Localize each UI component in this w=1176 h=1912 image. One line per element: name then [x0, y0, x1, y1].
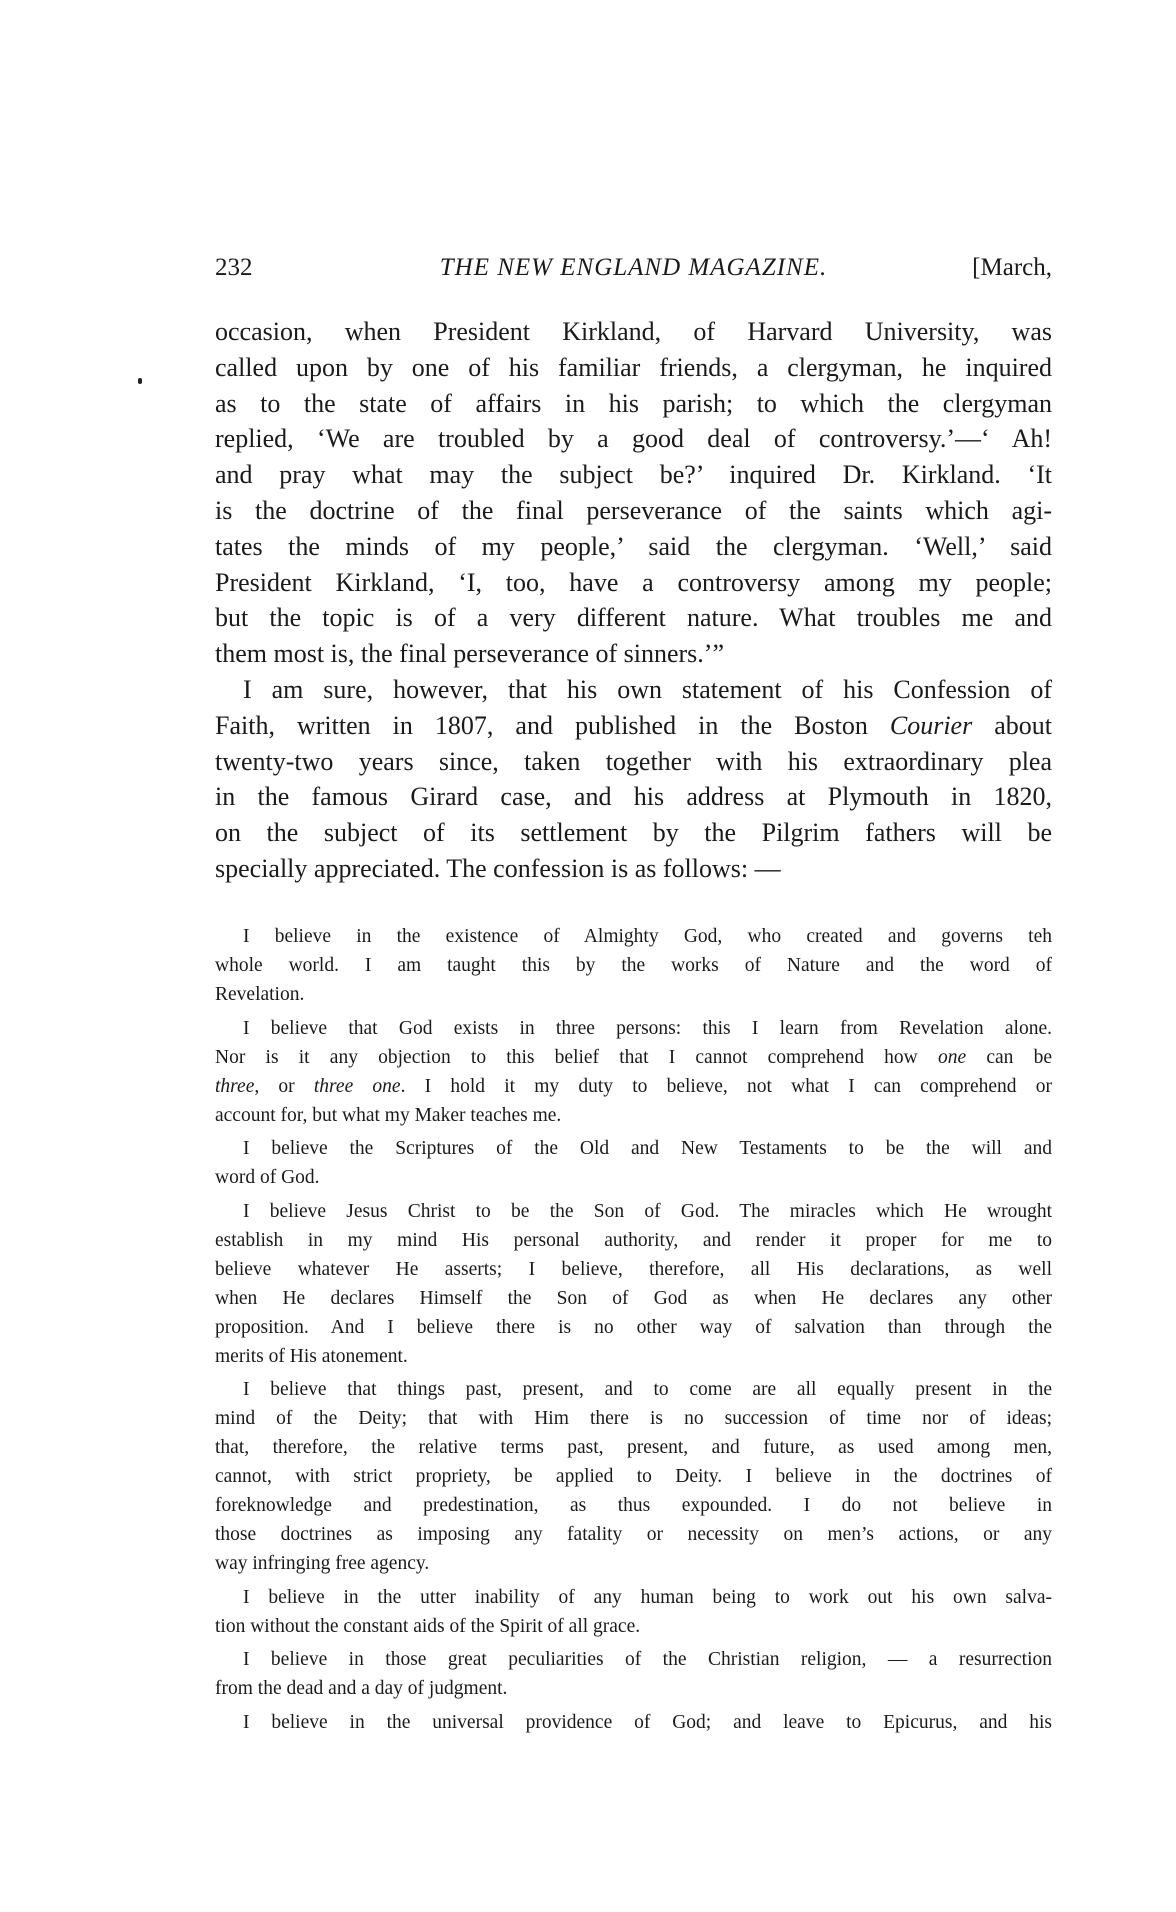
text-line: occasion, when President Kirkland, of Harvard University, was [215, 317, 1052, 346]
paragraph [215, 1645, 1052, 1703]
text-line: President Kirkland, ‘I, too, have a controversy among my people; [215, 567, 1052, 597]
text-line: I am sure, however, that his own statement of his Confession of [243, 674, 1052, 704]
italic-text: three one [313, 1075, 401, 1097]
paragraph [215, 1134, 1052, 1192]
text-line: tates the minds of my people,’ said the clergyman. ‘Well,’ said [215, 531, 1052, 561]
text-line: on the subject of its settlement by the Pilgrim fathers will be [215, 818, 1052, 848]
text-segment: can be [966, 1046, 1053, 1068]
italic-text: three [215, 1075, 255, 1097]
page-number: 232 [215, 254, 253, 281]
paragraph [215, 922, 1052, 1009]
paragraph [215, 1583, 1052, 1641]
text-line: specially appreciated. The confession is as follows: — [215, 853, 781, 883]
text-line: called upon by one of his familiar friends, a clergyman, he inquired [215, 352, 1052, 382]
paragraph [215, 1014, 1052, 1130]
text-line: I believe in the utter inability of any human being to work out his own salva- [243, 1586, 1052, 1608]
text-line [215, 1072, 1052, 1101]
running-header [215, 254, 1052, 290]
paragraph [215, 314, 1052, 672]
text-line: cannot, with strict propriety, be applied to Deity. I believe in the doctrines of [215, 1466, 1052, 1487]
text-line: I believe in the universal providence of God; and leave to Epicurus, and his [243, 1711, 1052, 1733]
magazine-title: THE NEW ENGLAND MAGAZINE. [439, 254, 828, 281]
text-line: that, therefore, the relative terms past, present, and future, as used among men, [215, 1437, 1052, 1458]
text-line: mind of the Deity; that with Him there is no succession of time nor of ideas; [215, 1408, 1052, 1429]
issue-month: [March, [972, 254, 1052, 281]
ink-speck [138, 378, 142, 384]
text-segment: Nor is it any objection to this belief that I cannot comprehend how [215, 1046, 938, 1068]
italic-text: one [937, 1046, 967, 1068]
text-line: account for, but what my Maker teaches me. [215, 1104, 562, 1126]
text-line: from the dead and a day of judgment. [215, 1678, 508, 1699]
confession-quote [215, 922, 1052, 1737]
text-line: when He declares Himself the Son of God as when He declares any other [215, 1287, 1052, 1309]
paragraph [215, 672, 1052, 887]
text-line: I believe in those great peculiarities of the Christian religion, — a resurrection [243, 1649, 1052, 1670]
text-line: word of God. [215, 1167, 320, 1188]
text-line: twenty-two years since, taken together with his extraordinary plea [215, 746, 1052, 776]
text-line: I believe that things past, present, and to come are all equally present in the [243, 1379, 1052, 1400]
text-line: proposition. And I believe there is no other way of salvation than through the [215, 1316, 1052, 1338]
text-line: I believe in the existence of Almighty God, who created and governs teh [243, 926, 1052, 947]
text-line: foreknowledge and predestination, as thus expounded. I do not believe in [215, 1495, 1052, 1516]
text-line: way infringing free agency. [215, 1553, 430, 1574]
text-line: in the famous Girard case, and his address at Plymouth in 1820, [215, 782, 1052, 812]
text-line: is the doctrine of the final perseverance of the saints which agi- [215, 495, 1052, 525]
text-line: establish in my mind His personal authority, and render it proper for me to [215, 1229, 1052, 1251]
italic-text: Courier [889, 710, 973, 740]
text-line: them most is, the final perseverance of sinners.’” [215, 639, 724, 669]
text-line: I believe that God exists in three persons: this I learn from Revelation alone. [243, 1017, 1052, 1039]
text-line [215, 708, 1052, 744]
text-line: I believe Jesus Christ to be the Son of God. The miracles which He wrought [243, 1200, 1052, 1222]
text-line: tion without the constant aids of the Spirit of all grace. [215, 1615, 641, 1637]
text-line: but the topic is of a very different nature. What troubles me and [215, 603, 1052, 633]
text-segment: Faith, written in 1807, and published in the Boston [215, 710, 890, 740]
text-line [215, 1043, 1052, 1072]
text-segment: . I hold it my duty to believe, not what I can comprehend or [400, 1075, 1052, 1097]
text-line: those doctrines as imposing any fatality or necessity on men’s actions, or any [215, 1524, 1052, 1545]
text-line: as to the state of affairs in his parish; to which the clergyman [215, 388, 1052, 418]
article-body [215, 314, 1052, 887]
paragraph [215, 1708, 1052, 1737]
text-line: Revelation. [215, 984, 305, 1005]
text-line: merits of His atonement. [215, 1345, 408, 1367]
text-segment: , or [254, 1075, 314, 1097]
text-line: replied, ‘We are troubled by a good deal of controversy.’—‘ Ah! [215, 424, 1052, 454]
text-line: believe whatever He asserts; I believe, therefore, all His declarations, as well [215, 1258, 1052, 1280]
text-segment: about [972, 710, 1052, 740]
paragraph [215, 1197, 1052, 1371]
text-line: I believe the Scriptures of the Old and New Testaments to be the will and [243, 1138, 1052, 1159]
text-line: and pray what may the subject be?’ inquired Dr. Kirkland. ‘It [215, 460, 1052, 490]
text-line: whole world. I am taught this by the works of Nature and the word of [215, 955, 1052, 976]
paragraph [215, 1375, 1052, 1578]
